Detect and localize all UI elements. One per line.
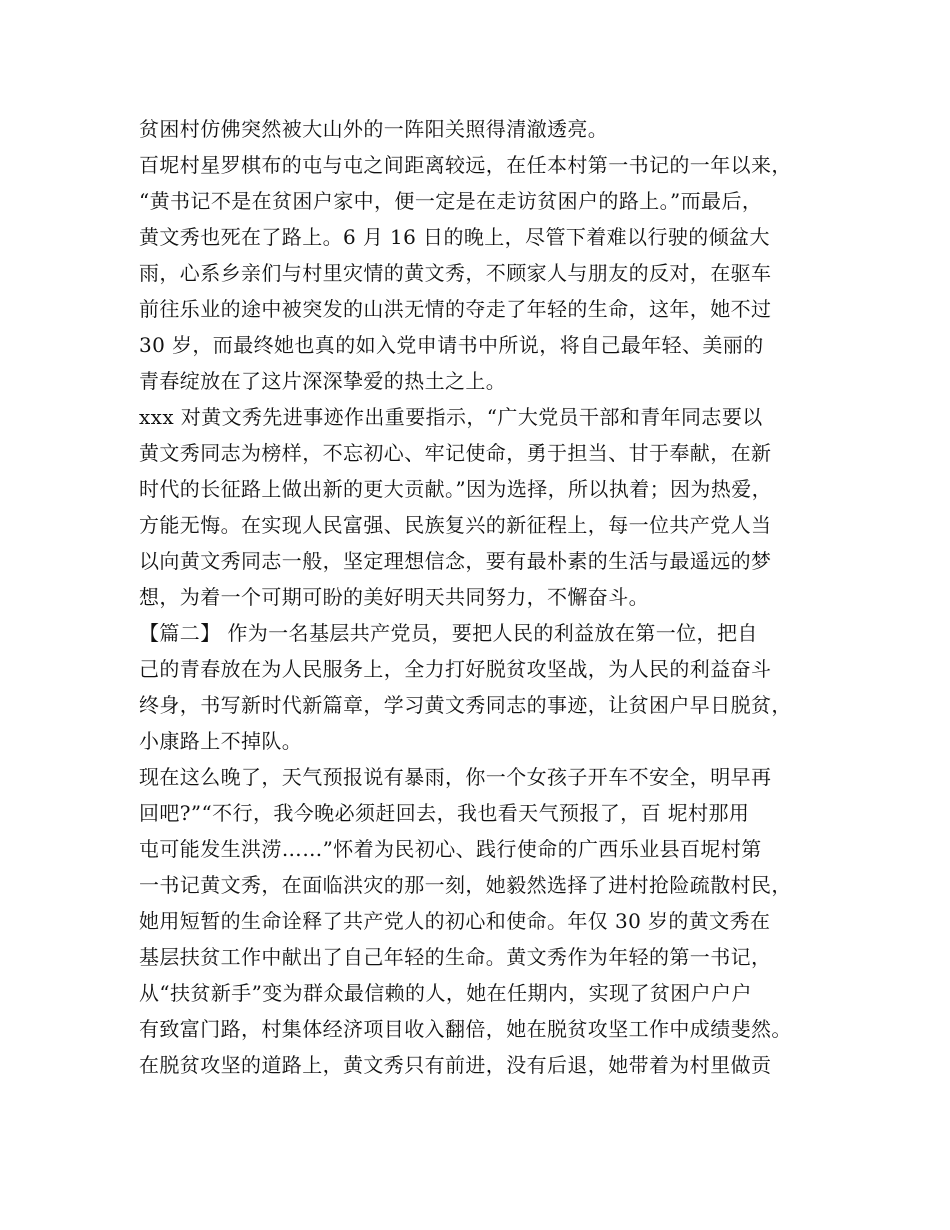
text-line: 以向黄文秀同志一般，坚定理想信念，要有最朴素的生活与最遥远的梦	[139, 549, 772, 573]
text-line: 百坭村星罗棋布的屯与屯之间距离较远，在任本村第一书记的一年以来，	[139, 153, 792, 177]
text-line: 黄文秀同志为榜样，不忘初心、牢记使命，勇于担当、甘于奉献，在新	[139, 441, 772, 465]
body-text	[139, 111, 829, 1083]
text-line: 方能无悔。在实现人民富强、民族复兴的新征程上，每一位共产党人当	[139, 513, 772, 537]
text-line: 终身，书写新时代新篇章，学习黄文秀同志的事迹，让贫困户早日脱贫，	[139, 693, 792, 717]
text-line: 时代的长征路上做出新的更大贡献。”因为选择，所以执着；因为热爱，	[139, 477, 773, 501]
text-line: 青春绽放在了这片深深挚爱的热土之上。	[139, 369, 507, 393]
text-line: 基层扶贫工作中献出了自己年轻的生命。黄文秀作为年轻的第一书记，	[139, 945, 772, 969]
text-line: 雨，心系乡亲们与村里灾情的黄文秀，不顾家人与朋友的反对，在驱车	[139, 261, 772, 285]
text-line: 黄文秀也死在了路上。6 月 16 日的晚上，尽管下着难以行驶的倾盆大	[139, 225, 770, 249]
text-line: 屯可能发生洪涝……”怀着为民初心、践行使命的广西乐业县百坭村第	[139, 837, 762, 861]
text-line: 回吧?”“不行，我今晚必须赶回去，我也看天气预报了，百 坭村那用	[139, 801, 750, 825]
text-line: 贫困村仿佛突然被大山外的一阵阳关照得清澈透亮。	[139, 117, 609, 141]
text-line: 从“扶贫新手”变为群众最信赖的人，她在任期内，实现了贫困户户户	[139, 981, 752, 1005]
text-line: 30 岁，而最终她也真的如入党申请书中所说，将自己最年轻、美丽的	[139, 333, 764, 357]
text-line: 在脱贫攻坚的道路上，黄文秀只有前进，没有后退，她带着为村里做贡	[139, 1053, 772, 1077]
text-line: 有致富门路，村集体经济项目收入翻倍，她在脱贫攻坚工作中成绩斐然。	[139, 1017, 792, 1041]
text-line: 小康路上不掉队。	[139, 729, 303, 753]
text-line: 她用短暂的生命诠释了共产党人的初心和使命。年仅 30 岁的黄文秀在	[139, 909, 771, 933]
text-line: 前往乐业的途中被突发的山洪无情的夺走了年轻的生命，这年，她不过	[139, 297, 772, 321]
text-line: 己的青春放在为人民服务上，全力打好脱贫攻坚战，为人民的利益奋斗	[139, 657, 772, 681]
text-line: xxx 对黄文秀先进事迹作出重要指示，“广大党员干部和青年同志要以	[139, 405, 763, 429]
text-line: “黄书记不是在贫困户家中，便一定是在走访贫困户的路上。”而最后，	[139, 189, 763, 213]
text-line: 想，为着一个可期可盼的美好明天共同努力，不懈奋斗。	[139, 585, 649, 609]
text-line: 现在这么晚了，天气预报说有暴雨，你一个女孩子开车不安全，明早再	[139, 765, 772, 789]
text-line: 一书记黄文秀，在面临洪灾的那一刻，她毅然选择了进村抢险疏散村民，	[139, 873, 792, 897]
section-heading-line: 【篇二】 作为一名基层共产党员，要把人民的利益放在第一位，把自	[139, 621, 758, 645]
